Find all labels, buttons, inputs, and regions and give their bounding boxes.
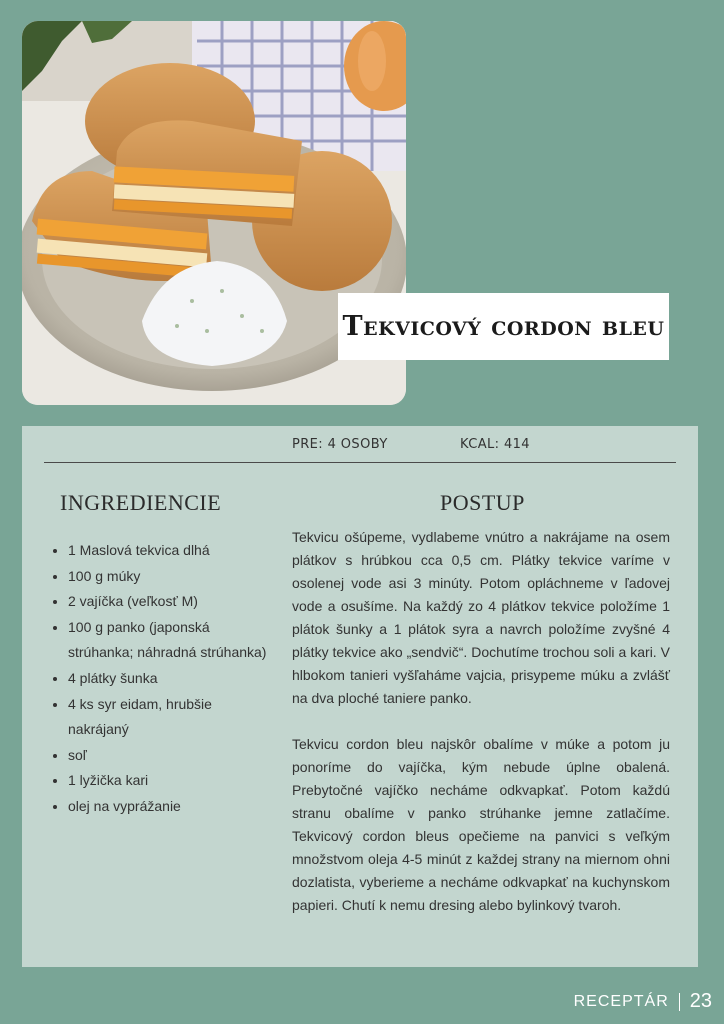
method-paragraph: Tekvicu ošúpeme, vydlabeme vnútro a nakrájame na osem plátkov s hrúbkou cca 0,5 cm. Plátky tekvice varíme v osolenej vode asi 3 minúty. Potom opláchneme v ľadovej vode a osušíme. Na každý zo 4 plátkov tekvice položíme 1 plátok šunky a 1 plátok syra a navrch položíme zvyšné 4 plátky tekvice ako „sendvič“. Dochutíme trochou soli a kari. V hlbokom tanieri vyšľaháme vajcia, prisypeme múku a zvlášť na dva ploché taniere panko.	[292, 529, 670, 706]
section-name: RECEPTÁR	[573, 992, 669, 1010]
ingredients-list	[50, 538, 268, 820]
page-number: 23	[689, 990, 712, 1012]
page-footer	[574, 990, 712, 1013]
recipe-title: Tekvicový cordon bleu	[342, 311, 665, 342]
list-item: • 100 g panko (japonská strúhanka; náhradná strúhanka)	[68, 615, 268, 666]
recipe-meta	[292, 437, 530, 452]
recipe-title-box	[338, 293, 669, 360]
list-item: • olej na vyprážanie	[68, 794, 268, 820]
list-item: • 1 Maslová tekvica dlhá	[68, 538, 268, 564]
servings: PRE: 4 OSOBY	[292, 437, 388, 452]
method-text	[292, 526, 670, 940]
calories: KCAL: 414	[460, 437, 530, 452]
list-item: • 4 ks syr eidam, hrubšie nakrájaný	[68, 692, 268, 743]
method-paragraph: Tekvicu cordon bleu najskôr obalíme v múke a potom ju ponoríme do vajíčka, kým nebude úplne obalená. Prebytočné vajíčko necháme odkvapkať. Potom každú stranu obalíme v panko strúhanke jemne zatlačíme. Tekvicový cordon bleus opečieme na panvici s veľkým množstvom oleja 4-5 minút z každej strany na miernom ohni dozlatista, vyberieme a necháme odkvapkať na kuchynskom papieri. Chutí k nemu dresing alebo bylinkový tvaroh.	[292, 736, 670, 913]
list-item: • 1 lyžička kari	[68, 768, 268, 794]
ingredients-heading: INGREDIENCIE	[60, 490, 222, 515]
list-item: • soľ	[68, 743, 268, 769]
list-item: • 4 plátky šunka	[68, 666, 268, 692]
method-heading: POSTUP	[440, 490, 525, 515]
footer-divider	[679, 993, 680, 1011]
list-item: • 100 g múky	[68, 564, 268, 590]
list-item: • 2 vajíčka (veľkosť M)	[68, 589, 268, 615]
divider	[44, 462, 676, 463]
